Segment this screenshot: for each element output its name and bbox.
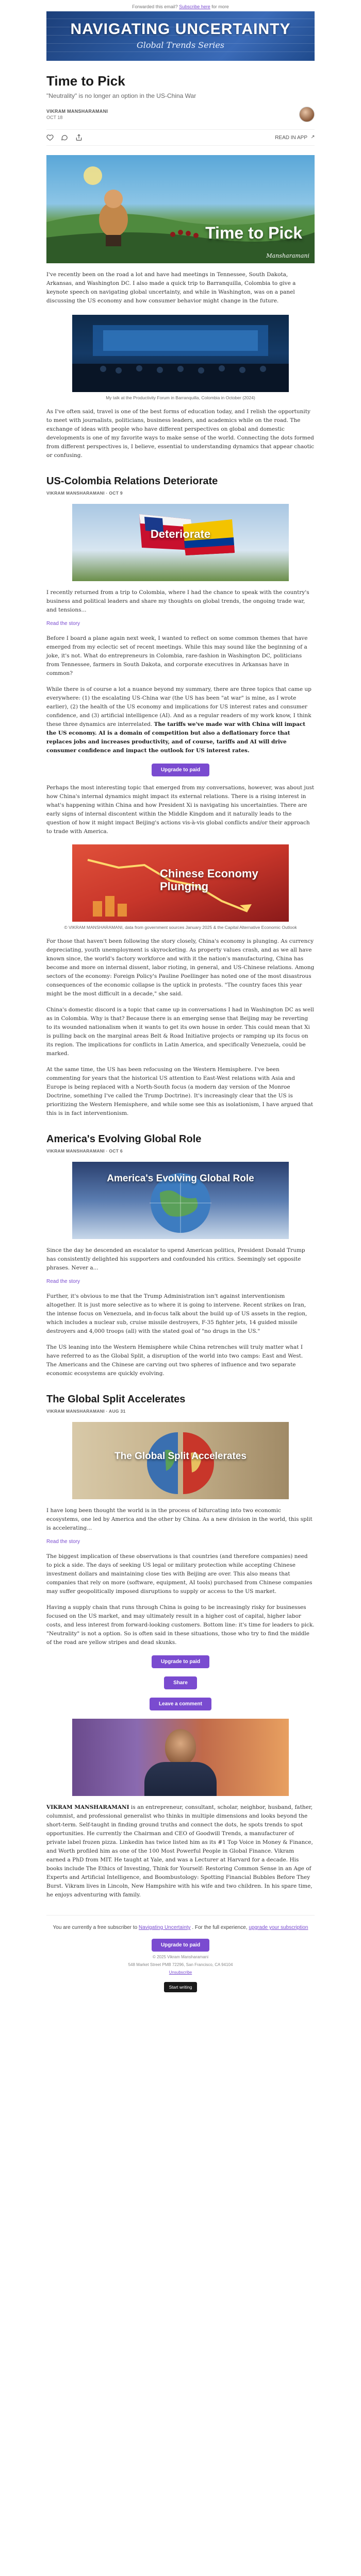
post-title[interactable]: Time to Pick (46, 73, 125, 89)
author-portrait (72, 1719, 289, 1796)
body-paragraph-6: For those that haven't been following the story closely, China's economy is plunging. As currency depreciating, youth unemployment is skyrocketing. As property values crash, and as we all have known since, the world's factory workforce and with it the nation's manufacturing, China has become and more on internal dissent, labor rioting, in general, and US-Chinese relations. Among sectors of the economy: Foreign Policy's Pauline Poellinger has noted one of the most disastrous consequences of the economic collapse is the uptick in protests. "The country faces this year might be the most difficult in a decade," she said. (46, 938, 315, 997)
section-author: VIKRAM MANSHARAMANI · OCT 6 (46, 1148, 123, 1154)
upgrade-button[interactable]: Upgrade to paid (152, 764, 209, 776)
like-button[interactable] (46, 134, 54, 141)
comment-cta (46, 1698, 315, 1710)
share-icon (75, 134, 83, 141)
address: 548 Market Street PMB 72296, San Francisco, CA 94104 (128, 1962, 233, 1967)
upgrade-cta-3 (46, 1939, 315, 1952)
author-head (165, 1729, 196, 1765)
body-paragraph-10: The US leaning into the Western Hemisphere while China retrenches will truly matter what I have referred to as the Global Split, a disruption of the world into two camps: East and West. The Americans and the Chinese are carving out two spheres of influence and two separate economic ecosystems are quickly evolving. (46, 1344, 303, 1377)
masthead-banner[interactable] (46, 11, 315, 61)
body-paragraph-7: China's domestic discord is a topic that came up in conversations I had in Washington DC as well as in Colombia. Why is that? Because there is an emerging sense that Beijing may be reverting to its wounded nationalism when it wants to get its own house in order. This could mean that Xi is pulling back on the marginal areas Belt & Road Initiative projects or ramping up its focus on its region. The implications for conflicts in Latin America, and specifically Venezuela, could be marked. (46, 1007, 314, 1057)
china-economy-caption: Chinese Economy Plunging (160, 867, 258, 893)
read-story-link-us-colombia[interactable]: Read the story (46, 621, 80, 626)
global-role-caption: America's Evolving Global Role (107, 1173, 254, 1184)
external-link-icon (309, 135, 315, 140)
upgrade-button[interactable]: Upgrade to paid (152, 1655, 209, 1668)
section-title-us-colombia[interactable]: US-Colombia Relations Deteriorate (46, 476, 218, 487)
section-excerpt-us-colombia: I recently returned from a trip to Colombia, where I had the chance to speak with the country's business and political leaders and share my thoughts on global trends, the ongoing trade war, and tensions... (46, 589, 309, 613)
subscribe-link[interactable]: Subscribe here (179, 4, 210, 9)
intro-paragraph-2: As I've often said, travel is one of the best forms of education today, and I relish the opportunity to meet with journalists, politicians, business leaders, and academics while on the road. The exchange of ideas with people who have different perspectives on global and domestic developments is one of my favorite ways to make sense of the world. Connecting the dots formed from different perspectives is, I believe, essential to understanding dynamics that appear chaotic or confusing. (46, 409, 315, 459)
avatar[interactable] (299, 107, 315, 122)
read-in-app-button[interactable]: READ IN APP (275, 135, 315, 141)
author-bio: VIKRAM MANSHARAMANI is an entrepreneur, consultant, scholar, neighbor, husband, father, columnist, and professional generalist who thinks in multiple dimensions and looks beyond the short-term. Self-taught in finding ground truths and connect the dots, he spots trends to spot opportunities. He currently the Chairman and CEO of Goodwill Trends, a manufacturer of private label frozen pizza. Linkedin has twice listed him as its #1 Top Voice in Money & Finance, and Worth profiled him as one of the 100 Most Powerful People in Global Finance. Vikram earned a PhD from MIT. He taught at Yale, and was a Lecturer at Harvard for a decade. His books include The Ethics of Investing, Think for Yourself: Restoring Common Sense in an Age of Experts and Artificial Intelligence, and Boombustology: Spotting Financial Bubbles Before They Burst. Vikram lives in Lincoln, New Hampshire with his wife and two children. In his spare time, he enjoys adventuring with family. (46, 1804, 313, 1898)
forum-photo-caption: My talk at the Productivity Forum in Barranquilla, Colombia in October (2024) (106, 395, 255, 400)
post-date: OCT 18 (46, 115, 63, 120)
china-image-caption: © VIKRAM MANSHARAMANI, data from government sources January 2025 & the Capital Alternative Economic Outlook (64, 925, 297, 930)
body-paragraph-11: The biggest implication of these observations is that countries (and therefore companies) need to pick a side. The days of seeking US legal or military protection while accepting Chinese investment dollars and maintaining close ties with Beijing are over. This also means that companies that rely on more (software, equipment, AI tools) purchased from Chinese companies may suffer geopolitically imposed disruptions to supply or access to the US market. (46, 1553, 313, 1595)
hero-caption: Time to Pick (205, 224, 302, 242)
read-story-link-global-role[interactable]: Read the story (46, 1279, 80, 1284)
read-story-link-global-split[interactable]: Read the story (46, 1539, 80, 1545)
upgrade-cta-1 (46, 764, 315, 776)
forwarded-banner: Forwarded this email? Subscribe here for more (132, 4, 229, 9)
intro-paragraph-1: I've recently been on the road a lot and have had meetings in Tennessee, South Dakota, Arkansas, and Washington DC. I also made a quick trip to Barranquilla, Colombia to give a keynote speech on navigating global uncertainty, and while in Washington, was on a panel discussing the US economy and how consumer behavior might change in the future. (46, 272, 296, 304)
post-meta (46, 107, 315, 122)
comment-button[interactable] (61, 134, 68, 141)
body-paragraph-4: While there is of course a lot a nuance beyond my summary, there are three topics that came up everywhere: (1) the escalating US-China war (the US has been "at war" is mine, as I wrote earlier), (2) the health of the US economy and implications for US interest rates and consumer confidence, and (3) artificial intelligence (AI). And as a regular readers of my work know, I think these three dynamics are interrelated. The tariffs we've made war with China will impact the US economy. AI is a domain of competition but also a deflationary force that replaces jobs and increases productivity, and of course, tariffs and AI will drive consumer confidence and impact the outlook for US interest rates. (46, 686, 311, 754)
hero-image[interactable] (46, 155, 315, 263)
author-body (144, 1762, 217, 1796)
section-title-global-split[interactable]: The Global Split Accelerates (46, 1394, 186, 1405)
footer-subscription-text: You are currently a free subscriber to Navigating Uncertainty . For the full experience, upgrade your subscription (53, 1925, 308, 1930)
masthead-title: NAVIGATING UNCERTAINTY (70, 21, 291, 38)
leave-comment-button[interactable]: Leave a comment (150, 1698, 211, 1710)
share-button[interactable] (75, 134, 83, 141)
post-actions-bar (46, 129, 315, 146)
body-paragraph-12: Having a supply chain that runs through China is going to be increasingly risky for businesses focused on the US market, and may ultimately result in a higher cost of capital, higher labor costs, and less interest from forward-looking customers. Bottom line: it's time for leaders to pick. "Neutrality" is not a option. So is often said in these situations, those who try to find the middle of the road are yellow stripes and dead skunks. (46, 1604, 315, 1646)
hero-illustration (46, 155, 315, 263)
section-excerpt-global-split: I have long been thought the world is in the process of bifurcating into two economic ecosystems, one led by America and the other by China. As a new division in the world, this split is accelerating... (46, 1507, 313, 1531)
global-split-image[interactable] (72, 1422, 289, 1499)
body-paragraph-9: Further, it's obvious to me that the Trump Administration isn't against interventionism altogether. It is just more selective as to where it is going to intervene. Recent strikes on Iran, the intense focus on Venezuela, and in-focus talk about the build up of US assets in the region, which includes a nuclear sub, cruise missile destroyers, F-35 fighter jets, 14 guided missile destroyers and 4,000 troops (all) with the stated goal of "no drugs in the US." (46, 1293, 307, 1334)
upgrade-subscription-link[interactable]: upgrade your subscription (249, 1925, 308, 1930)
flags-illustration (72, 504, 289, 581)
upgrade-button[interactable]: Upgrade to paid (152, 1939, 209, 1952)
unsubscribe-link[interactable]: Unsubscribe (169, 1970, 192, 1975)
publication-link[interactable]: Navigating Uncertainty (138, 1925, 191, 1930)
copyright: © 2025 Vikram Mansharamani (152, 1955, 209, 1959)
share-cta (46, 1676, 315, 1689)
footer (46, 1915, 315, 1992)
body-paragraph-8: At the same time, the US has been refocusing on the Western Hemisphere. I've been commenting for years that the historical US attention to East-West relations with Asia and Europe is being replaced with a North-South focus (a modern day version of the Monroe Doctrine, something I've called the Trump Doctrine). It's increasingly clear that the US is prioritizing the Western Hemisphere, and while some see this as isolationism, I have argued that this is in fact interventionism. (46, 1066, 314, 1116)
china-economy-image[interactable] (72, 844, 289, 922)
us-colombia-image-caption: Deteriorate (150, 528, 211, 540)
us-colombia-image[interactable] (72, 504, 289, 581)
author-name[interactable]: VIKRAM MANSHARAMANI (46, 109, 108, 114)
hero-credit: Mansharamani (266, 252, 309, 259)
section-author: VIKRAM MANSHARAMANI · OCT 9 (46, 490, 123, 496)
section-excerpt-global-role: Since the day he descended an escalator to upend American politics, President Donald Trump has consistently delighted his supporters and confounded his critics. Seemingly set opposite phrases. Never a... (46, 1247, 305, 1271)
key-takeaway: The tariffs we've made war with China will impact the US economy. AI is a domain of competition but also a deflationary force that replaces jobs and increases productivity, and of course, tariffs and AI will drive consumer confidence and impact the outlook for US interest rates. (46, 721, 306, 754)
masthead-subtitle: Global Trends Series (136, 40, 225, 50)
body-paragraph-5: Perhaps the most interesting topic that emerged from my conversations, however, was about just how China's internal dynamics might impact its external relations. There is a rising interest in what's happening within China and how President Xi is navigating his uncertainties. There are early signs of internal discontent within the Middle Kingdom and it naturally leads to the question of how it might impact Beijing's actions vis-à-vis global conflicts and/or their approach to trade with America. (46, 785, 315, 835)
global-split-caption: The Global Split Accelerates (114, 1451, 247, 1462)
start-writing-badge[interactable]: Start writing (164, 1982, 198, 1992)
share-cta-button[interactable]: Share (164, 1676, 197, 1689)
body-paragraph-3: Before I board a plane again next week, I wanted to reflect on some common themes that have emerged from my eclectic set of recent meetings. While this may sound like the beginning of a joke, it's not. What do entrepreneurs in Colombia, rare-fashion in Washington DC, politicians from Tennessee, farmers in South Dakota, and corporate executives in Arkansas have in common? (46, 635, 308, 676)
post-subtitle: "Neutrality" is no longer an option in the US-China War (46, 92, 196, 99)
forum-photo[interactable] (72, 315, 289, 392)
comment-icon (61, 134, 68, 141)
section-author: VIKRAM MANSHARAMANI · AUG 31 (46, 1409, 126, 1414)
heart-icon (46, 134, 54, 141)
upgrade-cta-2 (46, 1655, 315, 1668)
global-role-image[interactable] (72, 1162, 289, 1239)
stage-illustration (72, 315, 289, 392)
section-title-global-role[interactable]: America's Evolving Global Role (46, 1133, 202, 1145)
